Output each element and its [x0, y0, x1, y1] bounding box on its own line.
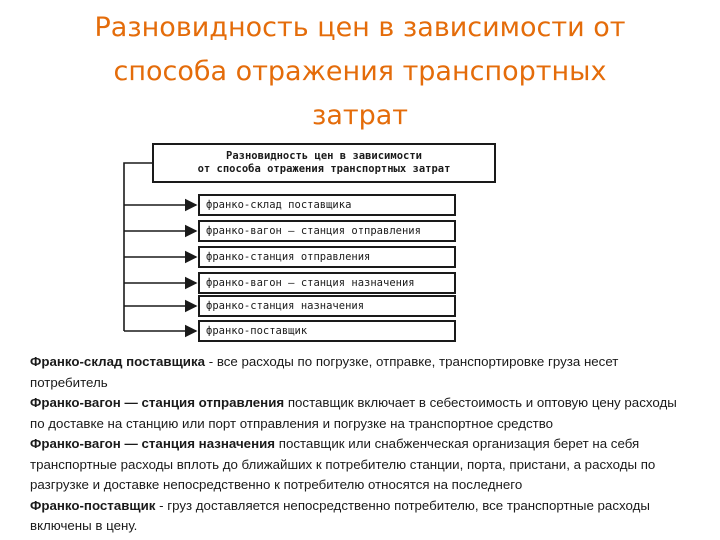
slide-title-line-1: Разновидность цен в зависимости от — [94, 12, 626, 43]
diagram-header-box — [152, 143, 496, 183]
def-1-term: Франко-склад поставщика — [30, 354, 206, 369]
def-4-text: - груз доставляется непосредственно потребителю, все транспортные расходы включены в цену. — [30, 497, 650, 533]
diagram-header-line-1: Разновидность цен в зависимости — [226, 150, 422, 162]
diagram-item-franco-station-departure: франко-станция отправления — [198, 246, 456, 268]
diagram-item-franco-warehouse: франко-склад поставщика — [198, 194, 456, 216]
definitions-text — [30, 352, 690, 537]
diagram-header-line-2: от способа отражения транспортных затрат — [197, 163, 451, 175]
slide-title-line-2: способа отражения транспортных — [113, 56, 607, 87]
def-4-term: Франко-поставщик — [30, 497, 156, 513]
diagram-item-franco-station-destination: франко-станция назначения — [198, 295, 456, 317]
def-3-term: Франко-вагон — станция назначения — [30, 436, 276, 451]
slide-title-line-3: затрат — [311, 100, 409, 131]
diagram-item-franco-wagon-departure: франко-вагон — станция отправления — [198, 220, 456, 242]
def-1-text: - все расходы по погрузке, отправке, транспортировке груза несет потребитель — [30, 354, 619, 390]
def-2-term: Франко-вагон — станция отправления — [30, 395, 285, 410]
def-2-text: поставщик включает в себестоимость и оптовую цену расходы по доставке на станцию или порт отправления и погрузке на транспортное средство — [30, 395, 677, 431]
diagram-item-franco-supplier: франко-поставщик — [198, 320, 456, 342]
diagram-item-franco-wagon-destination: франко-вагон — станция назначения — [198, 272, 456, 294]
def-3-text: поставщик или снабженческая организация берет на себя транспортные расходы вплоть до ближайших к потребителю станции, порта, пристани, а расходы по разгрузке и доставке непосредственно к потребителю относятся на последнего — [30, 436, 656, 492]
